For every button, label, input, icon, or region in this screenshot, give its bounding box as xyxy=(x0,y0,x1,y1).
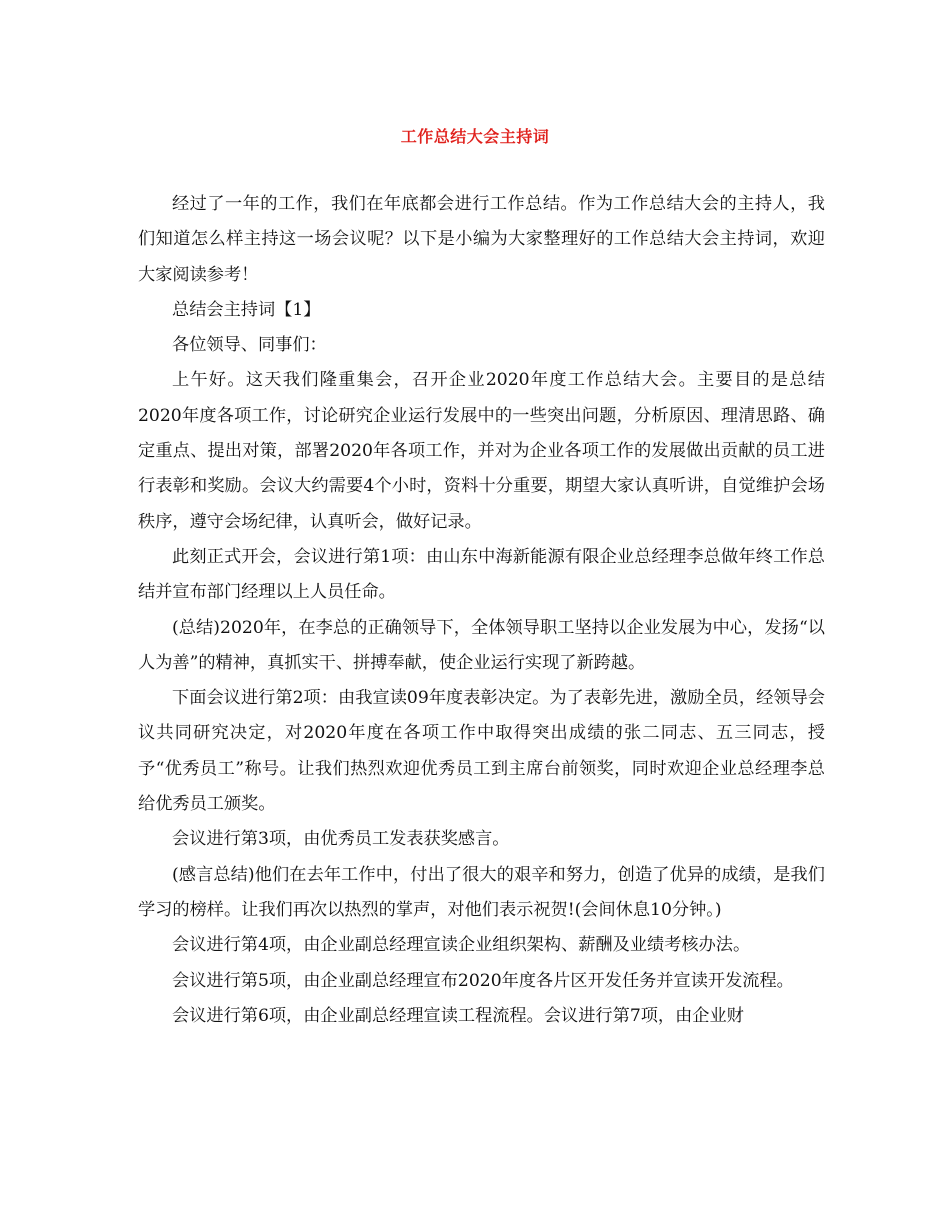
paragraph-summary-1: (总结)2020年，在李总的正确领导下，全体领导职工坚持以企业发展为中心，发扬“以人为善”的精神，真抓实干、拼搏奉献，使企业运行实现了新跨越。 xyxy=(138,617,825,673)
paragraph-item-5: 会议进行第5项，由企业副总经理宣布2020年度各片区开发任务并宣读开发流程。 xyxy=(172,970,794,991)
document-title: 工作总结大会主持词 xyxy=(400,127,550,146)
paragraph-item-3: 会议进行第3项，由优秀员工发表获奖感言。 xyxy=(172,829,510,850)
document-body xyxy=(138,187,825,1034)
paragraph-intro: 经过了一年的工作，我们在年底都会进行工作总结。作为工作总结大会的主持人，我们知道怎么样主持这一场会议呢？以下是小编为大家整理好的工作总结大会主持词，欢迎大家阅读参考！ xyxy=(138,194,825,285)
paragraph-item-4: 会议进行第4项，由企业副总经理宣读企业组织架构、薪酬及业绩考核办法。 xyxy=(172,935,751,956)
paragraph-summary-3: (感言总结)他们在去年工作中，付出了很大的艰辛和努力，创造了优异的成绩，是我们学习的榜样。让我们再次以热烈的掌声，对他们表示祝贺!(会间休息10分钟。) xyxy=(138,864,825,920)
paragraph-salutation: 各位领导、同事们： xyxy=(172,335,327,356)
paragraph-item-6-7: 会议进行第6项，由企业副总经理宣读工程流程。会议进行第7项，由企业财 xyxy=(172,1005,744,1026)
paragraph-item-2: 下面会议进行第2项：由我宣读09年度表彰决定。为了表彰先进，激励全员，经领导会议共同研究决定，对2020年度在各项工作中取得突出成绩的张二同志、五三同志，授予“优秀员工”称号。让我们热烈欢迎优秀员工到主席台前领奖，同时欢迎企业总经理李总给优秀员工颁奖。 xyxy=(138,688,825,815)
paragraph-item-1: 此刻正式开会，会议进行第1项：由山东中海新能源有限企业总经理李总做年终工作总结并宣布部门经理以上人员任命。 xyxy=(138,546,825,603)
paragraph-section-heading: 总结会主持词【1】 xyxy=(172,299,321,320)
paragraph-opening: 上午好。这天我们隆重集会，召开企业2020年度工作总结大会。主要目的是总结2020年度各项工作，讨论研究企业运行发展中的一些突出问题，分析原因、理清思路、确定重点、提出对策，部署2020年各项工作，并对为企业各项工作的发展做出贡献的员工进行表彰和奖励。会议大约需要4个小时，资料十分重要，期望大家认真听讲，自觉维护会场秩序，遵守会场纪律，认真听会，做好记录。 xyxy=(138,370,825,532)
